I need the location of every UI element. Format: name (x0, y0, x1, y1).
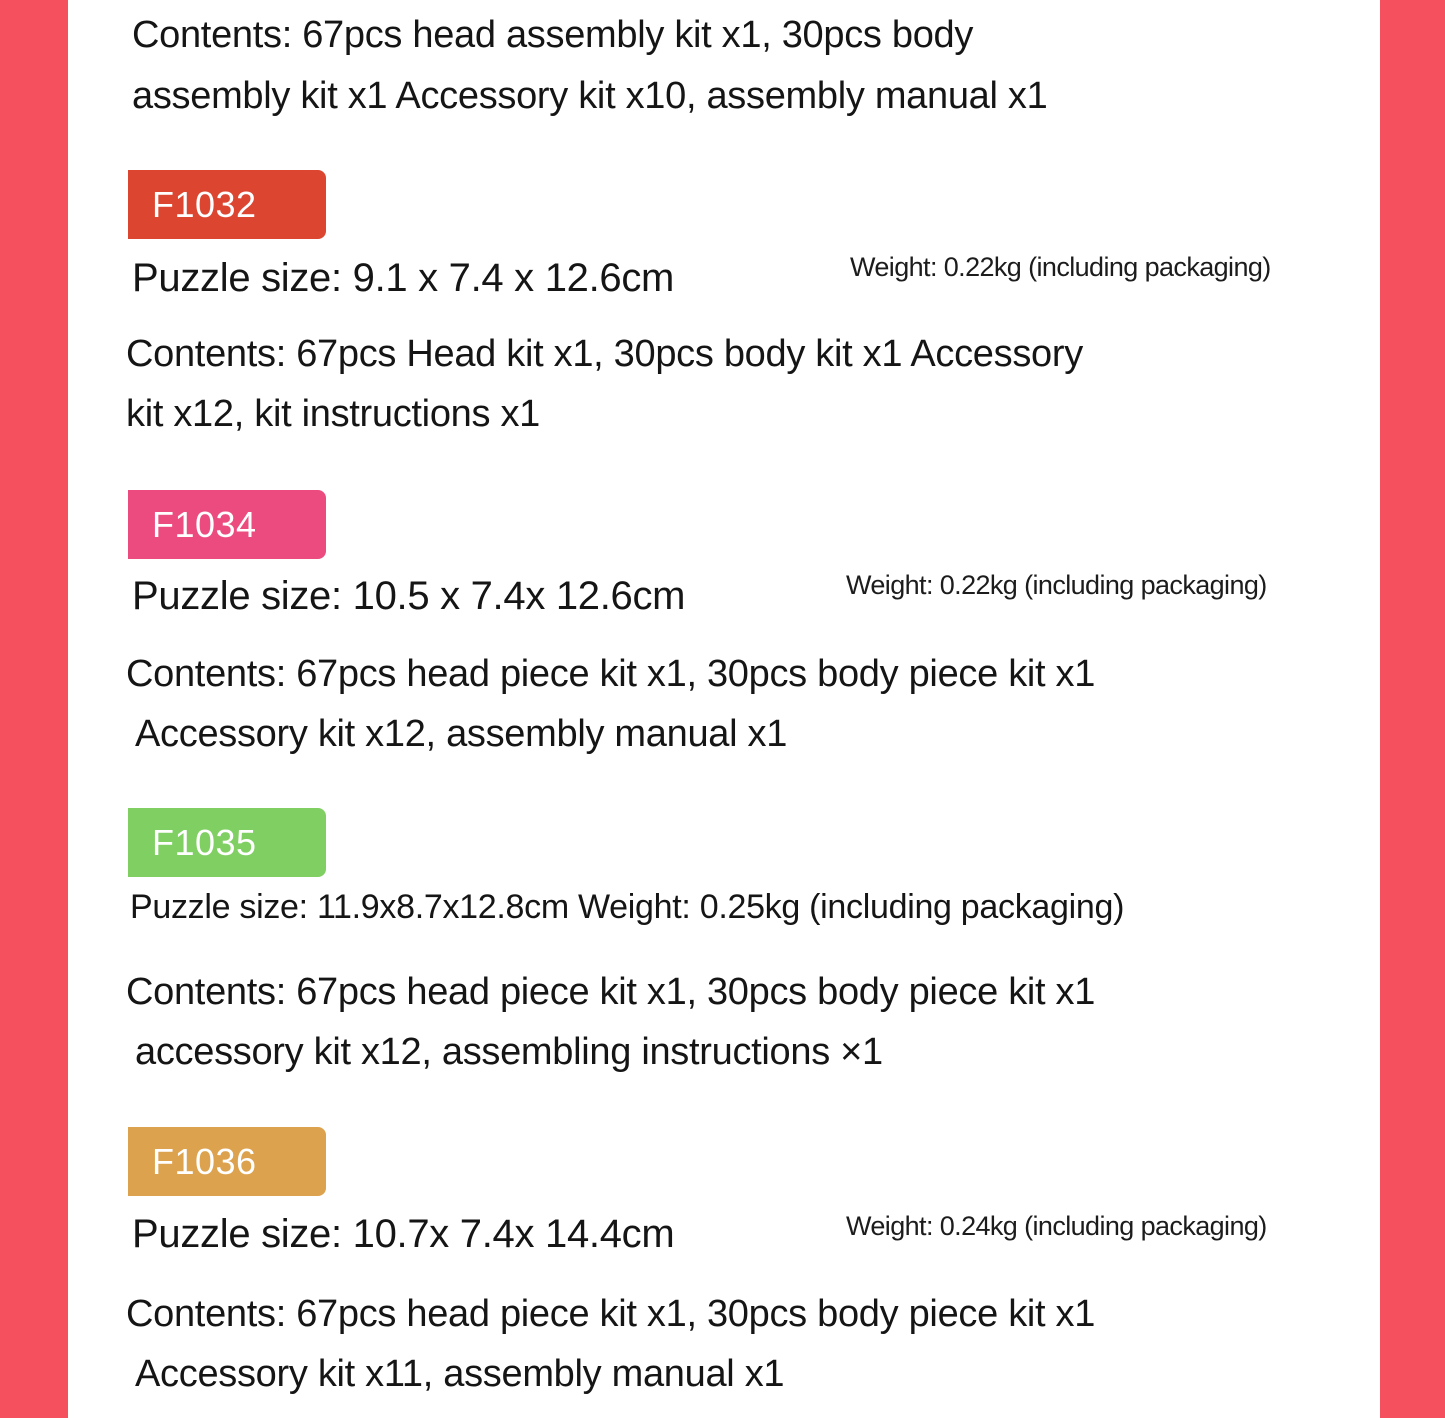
product-code-tag-f1034: F1034 (128, 490, 326, 559)
contents-f1032-line-1: Contents: 67pcs Head kit x1, 30pcs body kit x1 Accessory (126, 333, 1083, 375)
contents-f1034-line-1: Contents: 67pcs head piece kit x1, 30pcs body piece kit x1 (126, 653, 1096, 695)
puzzle-size-f1034: Puzzle size: 10.5 x 7.4x 12.6cm (132, 574, 686, 618)
product-spec-panel (68, 0, 1380, 1418)
contents-f1032-line-2: kit x12, kit instructions x1 (126, 393, 540, 435)
puzzle-size-weight-f1035: Puzzle size: 11.9x8.7x12.8cm Weight: 0.25kg (including packaging) (130, 888, 1125, 926)
weight-f1034: Weight: 0.22kg (including packaging) (846, 570, 1267, 600)
weight-f1032: Weight: 0.22kg (including packaging) (850, 252, 1271, 282)
weight-f1036: Weight: 0.24kg (including packaging) (846, 1211, 1267, 1241)
contents-f1035-line-2: accessory kit x12, assembling instructions ×1 (135, 1031, 883, 1073)
intro-contents-line-1: Contents: 67pcs head assembly kit x1, 30pcs body (132, 14, 974, 56)
product-code-tag-f1035: F1035 (128, 808, 326, 877)
contents-f1034-line-2: Accessory kit x12, assembly manual x1 (135, 713, 788, 755)
product-code-tag-f1032: F1032 (128, 170, 326, 239)
puzzle-size-f1032: Puzzle size: 9.1 x 7.4 x 12.6cm (132, 256, 675, 300)
contents-f1035-line-1: Contents: 67pcs head piece kit x1, 30pcs body piece kit x1 (126, 971, 1096, 1013)
contents-f1036-line-2: Accessory kit x11, assembly manual x1 (135, 1353, 785, 1395)
puzzle-size-f1036: Puzzle size: 10.7x 7.4x 14.4cm (132, 1212, 675, 1256)
intro-contents-line-2: assembly kit x1 Accessory kit x10, assembly manual x1 (132, 75, 1048, 117)
contents-f1036-line-1: Contents: 67pcs head piece kit x1, 30pcs body piece kit x1 (126, 1293, 1096, 1335)
product-code-tag-f1036: F1036 (128, 1127, 326, 1196)
